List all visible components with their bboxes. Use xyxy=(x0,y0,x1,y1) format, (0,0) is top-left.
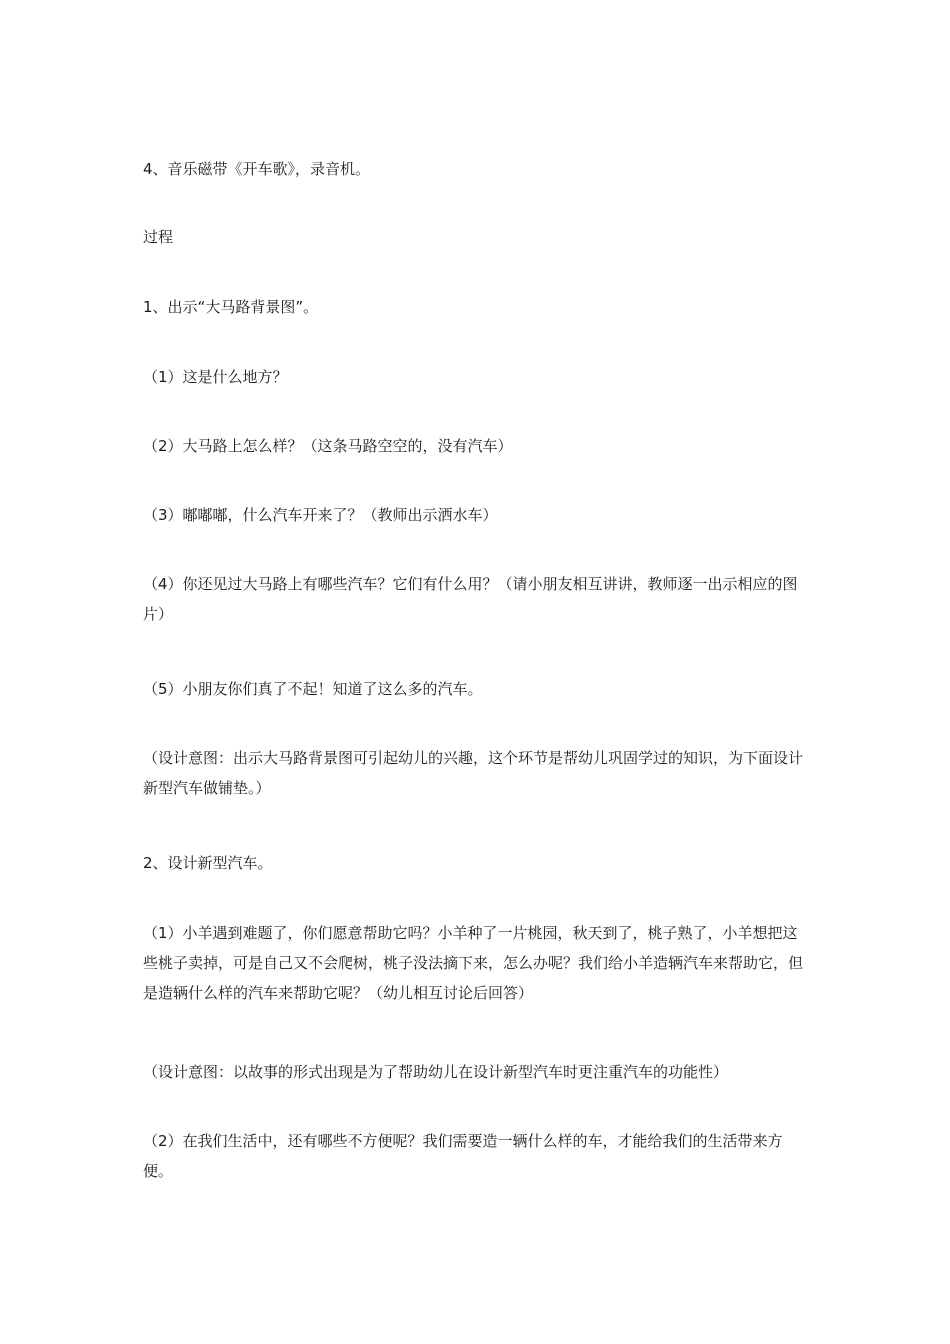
step-2-question-2: （2）在我们生活中，还有哪些不方便呢？我们需要造一辆什么样的车，才能给我们的生活带来方便。 xyxy=(143,1132,783,1180)
section-heading-process: 过程 xyxy=(143,228,174,246)
step-1-question-2: （2）大马路上怎么样？（这条马路空空的，没有汽车） xyxy=(143,437,513,455)
design-intent-1: （设计意图：出示大马路背景图可引起幼儿的兴趣，这个环节是帮幼儿巩固学过的知识，为下面设计新型汽车做铺垫。） xyxy=(143,749,804,797)
step-1-question-1: （1）这是什么地方？ xyxy=(143,368,288,386)
step-1-question-3: （3）嘟嘟嘟，什么汽车开来了？（教师出示洒水车） xyxy=(143,506,498,524)
step-1-question-5: （5）小朋友你们真了不起！知道了这么多的汽车。 xyxy=(143,680,483,698)
design-intent-2: （设计意图：以故事的形式出现是为了帮助幼儿在设计新型汽车时更注重汽车的功能性） xyxy=(143,1063,729,1081)
step-1-question-4: （4）你还见过大马路上有哪些汽车？它们有什么用？（请小朋友相互讲讲，教师逐一出示相应的图片） xyxy=(143,575,798,623)
step-1-heading: 1、出示“大马路背景图”。 xyxy=(143,298,319,316)
materials-item-4: 4、音乐磁带《开车歌》，录音机。 xyxy=(143,160,371,178)
step-2-question-1: （1）小羊遇到难题了，你们愿意帮助它吗？小羊种了一片桃园，秋天到了，桃子熟了，小羊想把这些桃子卖掉，可是自己又不会爬树，桃子没法摘下来，怎么办呢？我们给小羊造辆汽车来帮助它，但是造辆什么样的汽车来帮助它呢？（幼儿相互讨论后回答） xyxy=(143,924,804,1002)
step-2-heading: 2、设计新型汽车。 xyxy=(143,854,273,872)
